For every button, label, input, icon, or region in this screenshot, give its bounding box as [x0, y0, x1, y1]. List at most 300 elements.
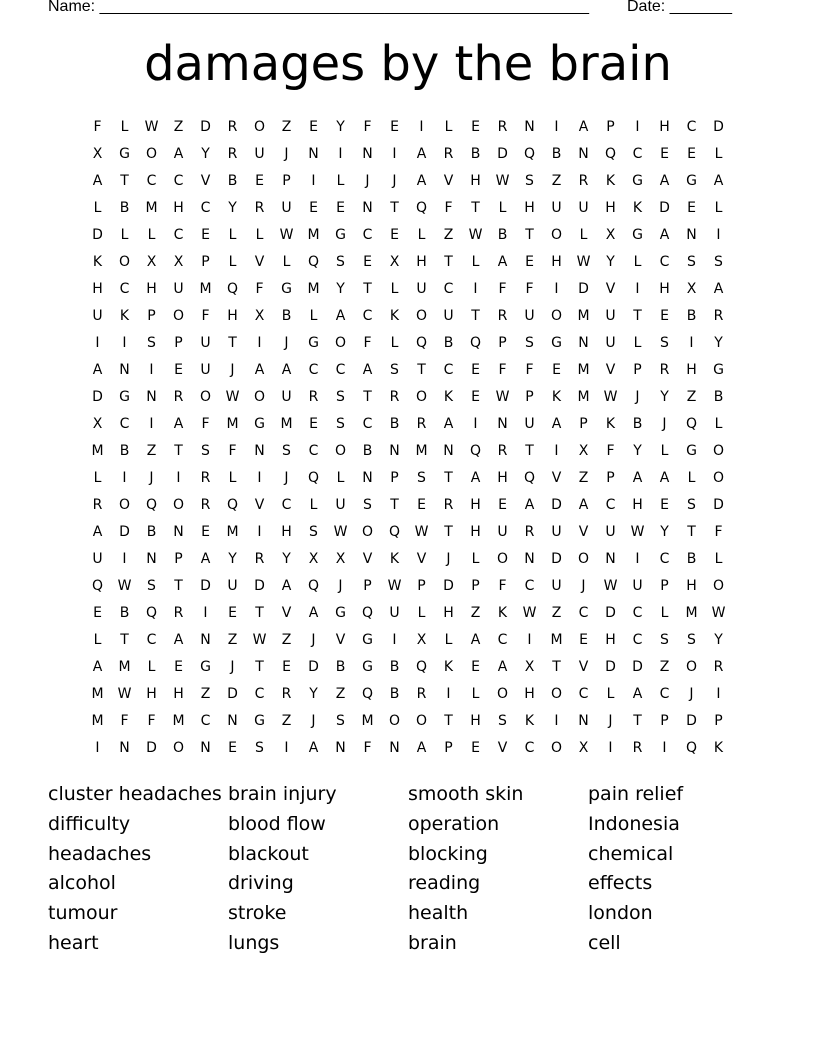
grid-row [84, 194, 732, 221]
grid-letter: L [147, 226, 156, 243]
grid-letter: V [443, 172, 454, 189]
grid-letter: I [635, 280, 640, 297]
grid-letter: C [146, 172, 157, 189]
grid-letter: O [550, 685, 563, 702]
grid-letter: G [686, 442, 697, 459]
grid-letter: Z [281, 712, 292, 729]
grid-letter: H [470, 523, 481, 540]
word-list-item: brain [408, 931, 457, 954]
grid-letter: L [714, 145, 723, 162]
grid-letter: K [605, 415, 616, 432]
grid-letter: P [714, 712, 723, 729]
grid-letter: H [605, 199, 616, 216]
grid-letter: E [363, 253, 372, 270]
grid-letter: S [660, 631, 669, 648]
grid-letter: L [444, 118, 453, 135]
grid-letter: J [230, 361, 235, 378]
grid-letter: H [686, 577, 697, 594]
grid-letter: U [335, 496, 346, 513]
grid-letter: D [632, 658, 643, 675]
grid-letter: X [686, 280, 697, 297]
grid-row [84, 356, 732, 383]
grid-letter: Q [685, 739, 698, 756]
grid-letter: W [576, 253, 591, 270]
grid-letter: N [146, 388, 157, 405]
grid-letter: W [117, 577, 132, 594]
grid-letter: L [228, 469, 237, 486]
grid-letter: I [554, 712, 559, 729]
grid-row [84, 599, 732, 626]
grid-letter: H [281, 523, 292, 540]
grid-letter: J [365, 172, 370, 189]
grid-letter: E [471, 361, 480, 378]
grid-letter: H [470, 496, 481, 513]
grid-letter: J [284, 145, 289, 162]
grid-letter: B [119, 604, 130, 621]
grid-letter: R [200, 496, 211, 513]
grid-letter: U [605, 307, 616, 324]
grid-letter: N [686, 226, 697, 243]
grid-letter: I [95, 739, 100, 756]
grid-letter: P [606, 469, 615, 486]
grid-letter: D [713, 496, 724, 513]
grid-letter: A [470, 631, 481, 648]
grid-letter: T [552, 658, 561, 675]
grid-letter: J [149, 469, 154, 486]
grid-letter: Z [227, 631, 238, 648]
grid-letter: J [581, 577, 586, 594]
grid-letter: I [284, 739, 289, 756]
grid-letter: I [473, 280, 478, 297]
grid-letter: O [118, 496, 131, 513]
word-list-item: cell [588, 931, 621, 954]
grid-letter: V [335, 631, 346, 648]
grid-letter: O [145, 145, 158, 162]
grid-letter: Y [201, 145, 210, 162]
grid-letter: N [146, 550, 157, 567]
grid-letter: S [687, 631, 696, 648]
grid-letter: A [659, 172, 670, 189]
grid-letter: O [496, 550, 509, 567]
grid-letter: R [578, 172, 589, 189]
grid-letter: K [605, 172, 616, 189]
grid-letter: U [605, 334, 616, 351]
grid-letter: Y [714, 631, 723, 648]
grid-letter: H [524, 685, 535, 702]
grid-letter: L [255, 226, 264, 243]
grid-letter: T [471, 199, 480, 216]
grid-letter: L [93, 469, 102, 486]
grid-letter: G [308, 334, 319, 351]
grid-letter: Z [173, 118, 184, 135]
grid-row [84, 734, 732, 761]
grid-letter: T [525, 226, 534, 243]
grid-letter: S [390, 361, 399, 378]
grid-letter: M [226, 415, 239, 432]
grid-letter: Y [309, 685, 318, 702]
grid-letter: U [389, 604, 400, 621]
grid-letter: Y [228, 550, 237, 567]
grid-letter: T [444, 523, 453, 540]
grid-letter: F [714, 523, 723, 540]
grid-letter: O [415, 712, 428, 729]
word-list-item: blackout [228, 842, 309, 865]
grid-letter: R [497, 118, 508, 135]
grid-letter: I [554, 280, 559, 297]
grid-letter: S [147, 334, 156, 351]
grid-letter: R [389, 388, 400, 405]
grid-letter: L [444, 631, 453, 648]
grid-letter: S [336, 388, 345, 405]
grid-letter: E [471, 739, 480, 756]
grid-letter: L [228, 226, 237, 243]
grid-letter: N [497, 415, 508, 432]
grid-letter: A [173, 631, 184, 648]
grid-letter: O [685, 658, 698, 675]
grid-letter: E [255, 172, 264, 189]
grid-letter: A [632, 469, 643, 486]
grid-letter: P [390, 469, 399, 486]
grid-letter: R [443, 496, 454, 513]
grid-letter: C [362, 415, 373, 432]
grid-row [84, 518, 732, 545]
grid-letter: I [95, 334, 100, 351]
grid-letter: T [363, 388, 372, 405]
grid-letter: V [254, 496, 265, 513]
grid-letter: E [471, 658, 480, 675]
grid-letter: A [92, 658, 103, 675]
word-list-item: difficulty [48, 812, 131, 835]
grid-letter: P [633, 361, 642, 378]
grid-letter: Q [523, 469, 536, 486]
word-list-item: chemical [588, 842, 674, 865]
grid-letter: F [147, 712, 156, 729]
grid-letter: K [389, 307, 400, 324]
grid-letter: H [146, 685, 157, 702]
grid-letter: H [146, 280, 157, 297]
grid-letter: X [389, 253, 400, 270]
grid-letter: I [392, 145, 397, 162]
grid-letter: G [281, 280, 292, 297]
grid-letter: A [578, 118, 589, 135]
grid-letter: B [470, 145, 481, 162]
grid-letter: P [363, 577, 372, 594]
grid-letter: B [119, 199, 130, 216]
grid-letter: N [173, 523, 184, 540]
grid-letter: T [444, 712, 453, 729]
grid-letter: O [253, 118, 266, 135]
grid-letter: V [578, 523, 589, 540]
grid-letter: X [308, 550, 319, 567]
grid-letter: J [392, 172, 397, 189]
grid-letter: A [92, 523, 103, 540]
grid-letter: K [389, 550, 400, 567]
grid-letter: U [254, 145, 265, 162]
grid-letter: D [605, 604, 616, 621]
grid-letter: V [551, 469, 562, 486]
grid-letter: A [173, 415, 184, 432]
grid-letter: E [498, 496, 507, 513]
grid-letter: L [498, 199, 507, 216]
grid-letter: Q [604, 145, 617, 162]
grid-letter: U [524, 307, 535, 324]
grid-letter: U [443, 307, 454, 324]
grid-letter: R [443, 145, 454, 162]
grid-letter: R [308, 388, 319, 405]
grid-letter: T [120, 172, 129, 189]
grid-letter: T [417, 361, 426, 378]
grid-letter: V [416, 550, 427, 567]
grid-letter: T [633, 712, 642, 729]
grid-letter: O [334, 442, 347, 459]
word-list-item: alcohol [48, 872, 116, 895]
grid-letter: L [390, 334, 399, 351]
grid-letter: R [497, 307, 508, 324]
grid-letter: L [714, 415, 723, 432]
grid-letter: P [282, 172, 291, 189]
grid-letter: H [686, 361, 697, 378]
grid-letter: H [416, 253, 427, 270]
grid-letter: I [176, 469, 181, 486]
grid-letter: I [473, 415, 478, 432]
grid-letter: B [443, 334, 454, 351]
grid-letter: Y [660, 523, 669, 540]
grid-letter: W [117, 685, 132, 702]
grid-letter: L [579, 226, 588, 243]
word-list-item: lungs [228, 931, 280, 954]
grid-letter: H [632, 496, 643, 513]
grid-letter: Q [685, 415, 698, 432]
grid-letter: W [279, 226, 294, 243]
grid-letter: D [551, 550, 562, 567]
grid-letter: A [362, 361, 373, 378]
grid-letter: H [497, 469, 508, 486]
grid-letter: W [522, 604, 537, 621]
grid-letter: I [635, 118, 640, 135]
grid-letter: N [227, 712, 238, 729]
grid-letter: C [335, 361, 346, 378]
grid-letter: M [145, 199, 158, 216]
grid-letter: B [686, 550, 697, 567]
word-list-item: heart [48, 931, 99, 954]
grid-letter: A [524, 496, 535, 513]
grid-letter: U [578, 199, 589, 216]
grid-letter: K [497, 604, 508, 621]
grid-letter: T [390, 199, 399, 216]
grid-letter: E [579, 631, 588, 648]
grid-letter: Z [578, 469, 589, 486]
grid-letter: K [524, 712, 535, 729]
grid-letter: Q [361, 604, 374, 621]
grid-letter: Q [361, 685, 374, 702]
grid-letter: Y [714, 334, 723, 351]
grid-letter: S [255, 739, 264, 756]
grid-letter: M [415, 442, 428, 459]
grid-letter: U [92, 307, 103, 324]
page-title: damages by the brain [144, 36, 672, 92]
grid-letter: W [387, 577, 402, 594]
grid-letter: K [443, 658, 454, 675]
grid-letter: Z [281, 118, 292, 135]
grid-letter: V [281, 604, 292, 621]
grid-letter: P [660, 577, 669, 594]
grid-letter: S [336, 415, 345, 432]
grid-letter: Z [281, 631, 292, 648]
grid-letter: O [172, 496, 185, 513]
grid-letter: E [228, 604, 237, 621]
grid-letter: E [687, 199, 696, 216]
grid-letter: K [119, 307, 130, 324]
grid-letter: T [444, 253, 453, 270]
grid-letter: C [524, 739, 535, 756]
grid-letter: W [630, 523, 645, 540]
word-list-item: headaches [48, 842, 152, 865]
grid-letter: P [471, 577, 480, 594]
grid-letter: S [147, 577, 156, 594]
grid-letter: E [309, 118, 318, 135]
grid-letter: G [335, 604, 346, 621]
grid-letter: C [308, 442, 319, 459]
grid-letter: O [550, 226, 563, 243]
grid-letter: Z [335, 685, 346, 702]
grid-letter: L [606, 685, 615, 702]
grid-letter: I [635, 550, 640, 567]
grid-letter: W [333, 523, 348, 540]
grid-letter: F [498, 280, 507, 297]
grid-letter: M [577, 388, 590, 405]
grid-letter: F [255, 280, 264, 297]
grid-letter: A [578, 496, 589, 513]
grid-letter: T [525, 442, 534, 459]
grid-letter: V [605, 280, 616, 297]
word-list-item: brain injury [228, 783, 337, 805]
grid-letter: S [363, 496, 372, 513]
grid-letter: Q [388, 523, 401, 540]
word-list-item: driving [228, 872, 294, 895]
grid-letter: E [660, 307, 669, 324]
grid-letter: G [713, 361, 724, 378]
grid-row [84, 572, 732, 599]
grid-letter: R [524, 523, 535, 540]
grid-letter: N [443, 442, 454, 459]
grid-row [84, 437, 732, 464]
grid-row [84, 626, 732, 653]
grid-letter: A [659, 469, 670, 486]
grid-letter: D [659, 199, 670, 216]
grid-letter: E [687, 145, 696, 162]
grid-row [84, 248, 732, 275]
grid-letter: Y [633, 442, 642, 459]
grid-letter: I [257, 469, 262, 486]
grid-letter: C [578, 685, 589, 702]
grid-letter: P [498, 334, 507, 351]
grid-letter: C [146, 631, 157, 648]
grid-letter: Q [226, 496, 239, 513]
grid-letter: A [92, 172, 103, 189]
grid-row [84, 680, 732, 707]
grid-letter: I [392, 631, 397, 648]
grid-letter: C [659, 550, 670, 567]
grid-letter: I [149, 415, 154, 432]
grid-letter: T [444, 469, 453, 486]
grid-letter: A [713, 172, 724, 189]
grid-letter: A [308, 739, 319, 756]
grid-letter: M [307, 226, 320, 243]
grid-row [84, 329, 732, 356]
grid-letter: L [336, 172, 345, 189]
grid-letter: G [632, 226, 643, 243]
grid-letter: K [92, 253, 103, 270]
grid-letter: D [227, 685, 238, 702]
grid-letter: M [280, 415, 293, 432]
grid-letter: W [711, 604, 726, 621]
grid-letter: M [91, 712, 104, 729]
header [48, 0, 748, 20]
grid-letter: I [122, 334, 127, 351]
grid-letter: N [335, 739, 346, 756]
grid-letter: C [443, 361, 454, 378]
grid-letter: E [309, 199, 318, 216]
grid-letter: B [497, 226, 508, 243]
grid-letter: O [415, 307, 428, 324]
grid-letter: S [336, 712, 345, 729]
grid-letter: A [92, 361, 103, 378]
grid-row [84, 491, 732, 518]
grid-letter: A [497, 658, 508, 675]
grid-letter: E [390, 118, 399, 135]
grid-letter: B [146, 523, 157, 540]
grid-letter: E [660, 145, 669, 162]
grid-letter: F [525, 361, 534, 378]
grid-letter: C [119, 415, 130, 432]
grid-letter: N [362, 145, 373, 162]
grid-letter: L [471, 253, 480, 270]
grid-letter: Q [145, 496, 158, 513]
grid-letter: O [496, 685, 509, 702]
grid-letter: C [659, 253, 670, 270]
word-list-item: health [408, 902, 469, 925]
grid-letter: X [416, 631, 427, 648]
grid-letter: C [362, 307, 373, 324]
grid-letter: K [713, 739, 724, 756]
grid-letter: R [497, 442, 508, 459]
grid-letter: L [93, 631, 102, 648]
grid-letter: C [632, 604, 643, 621]
grid-letter: Z [470, 604, 481, 621]
grid-letter: M [199, 280, 212, 297]
grid-letter: C [497, 631, 508, 648]
grid-letter: N [200, 739, 211, 756]
grid-letter: P [525, 388, 534, 405]
word-list-item: blood flow [228, 812, 326, 835]
grid-letter: L [417, 226, 426, 243]
grid-row [84, 302, 732, 329]
grid-letter: O [550, 307, 563, 324]
grid-letter: D [92, 226, 103, 243]
grid-letter: B [686, 307, 697, 324]
grid-letter: I [608, 739, 613, 756]
grid-letter: N [524, 118, 535, 135]
grid-letter: E [471, 388, 480, 405]
grid-letter: R [227, 118, 238, 135]
word-list-item: cluster headaches [48, 783, 222, 805]
grid-letter: U [200, 361, 211, 378]
grid-letter: Q [523, 145, 536, 162]
grid-letter: Y [282, 550, 291, 567]
grid-letter: E [390, 226, 399, 243]
grid-letter: M [577, 361, 590, 378]
grid-letter: H [524, 199, 535, 216]
